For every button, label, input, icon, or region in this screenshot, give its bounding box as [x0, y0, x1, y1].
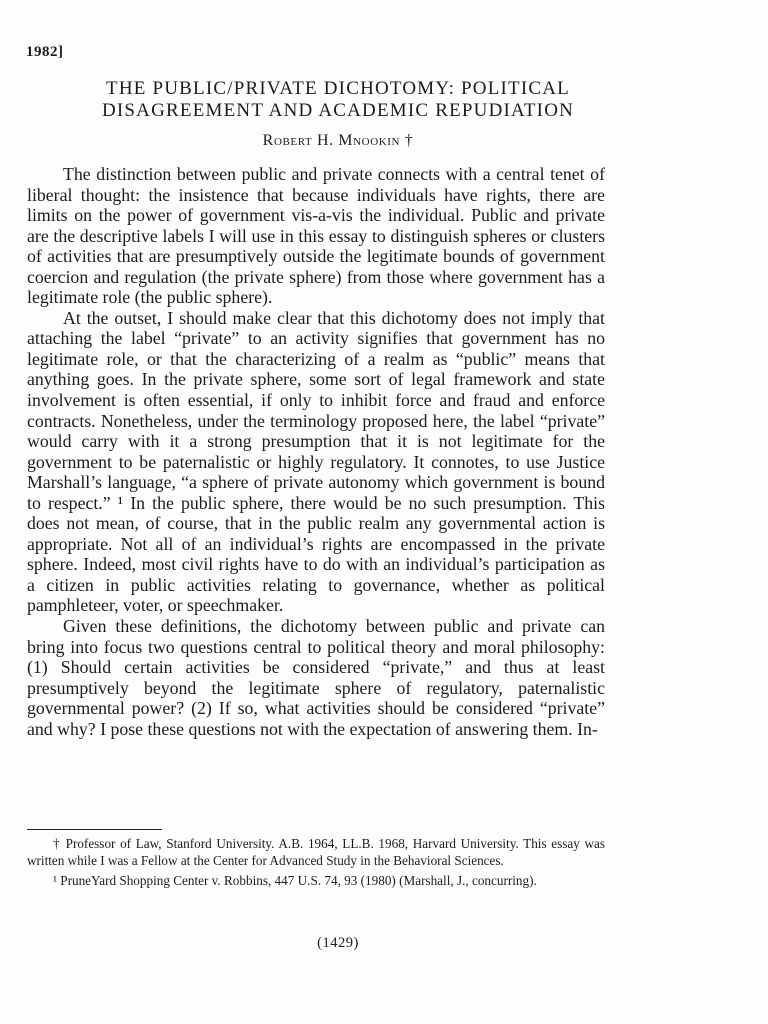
footnotes [27, 836, 605, 890]
title-line-2: DISAGREEMENT AND ACADEMIC REPUDIATION [101, 100, 575, 121]
article-title [30, 78, 646, 122]
article-body [27, 164, 605, 739]
author-byline: Robert H. Mnookin † [262, 132, 414, 149]
footnote-divider [27, 829, 162, 830]
page-number: (1429) [317, 935, 359, 951]
title-line-1: THE PUBLIC/PRIVATE DICHOTOMY: POLITICAL [106, 78, 570, 99]
body-paragraph-2: At the outset, I should make clear that this dichotomy does not imply that attaching the label “private” to an activity signifies that government has no legitimate role, or that the characterizing of a realm as “public” means that anything goes. In the private sphere, some sort of legal framework and state involvement is often essential, if only to inhibit force and fraud and enforce contracts. Nonetheless, under the terminology proposed here, the label “private” would carry with it a strong presumption that it is not legitimate for the government to be paternalistic or highly regulatory. It connotes, to use Justice Marshall’s language, “a sphere of private autonomy which government is bound to respect.” ¹ In the public sphere, there would be no such presumption. This does not mean, of course, that in the public realm any governmental action is appropriate. Not all of an individual’s rights are encompassed in the private sphere. Indeed, most civil rights have to do with an individual’s participation as a citizen in public activities relating to governance, whether as political pamphleteer, voter, or speechmaker. [27, 307, 605, 616]
footnote-dagger: † Professor of Law, Stanford University. A.B. 1964, LL.B. 1968, Harvard University. This essay was written while I was a Fellow at the Center for Advanced Study in the Behavioral Sciences. [27, 836, 605, 868]
body-paragraph-1: The distinction between public and private connects with a central tenet of liberal thought: the insistence that because individuals have rights, there are limits on the power of government vis-a-vis the individual. Public and private are the descriptive labels I will use in this essay to distinguish spheres or clusters of activities that are presumptively outside the legitimate bounds of government coercion and regulation (the private sphere) from those where government has a legitimate role (the public sphere). [27, 164, 605, 308]
footnote-1: ¹ PruneYard Shopping Center v. Robbins, 447 U.S. 74, 93 (1980) (Marshall, J., concurring). [53, 873, 537, 888]
body-paragraph-3: Given these definitions, the dichotomy between public and private can bring into focus two questions central to political theory and moral philosophy: (1) Should certain activities be considered “private,” and thus at least presumptively beyond the legitimate sphere of regulatory, paternalistic governmental power? (2) If so, what activities should be considered “private” and why? I pose these questions not with the expectation of answering them. In- [27, 616, 605, 739]
running-header-year: 1982] [26, 44, 64, 60]
